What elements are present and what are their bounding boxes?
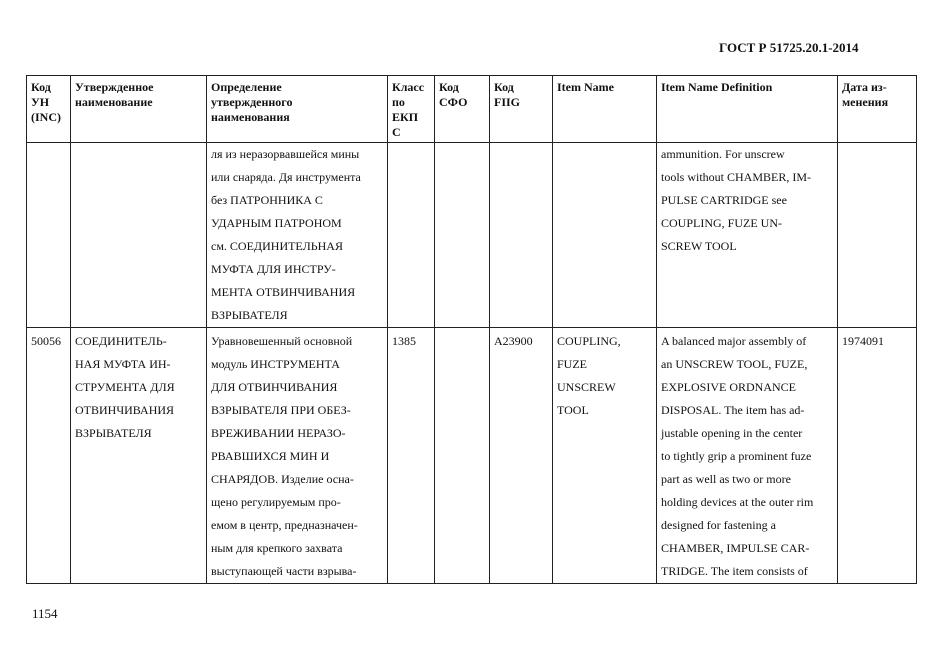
cell-text-line: holding devices at the outer rim xyxy=(661,495,814,509)
header-text-line: наименования xyxy=(211,110,290,124)
cell-item-name xyxy=(553,143,657,328)
cell-sfo-code xyxy=(435,328,490,584)
catalog-table xyxy=(26,75,917,584)
cell-text-line: см. СОЕДИНИТЕЛЬНАЯ xyxy=(211,239,343,253)
header-text-line: утвержденного xyxy=(211,95,293,109)
header-text-line: ЕКП xyxy=(392,110,419,124)
cell-item-name-definition xyxy=(657,328,838,584)
header-item-name xyxy=(553,76,657,143)
cell-text-line: 50056 xyxy=(31,334,61,348)
cell-text-line: 1974091 xyxy=(842,334,884,348)
header-text-line: по xyxy=(392,95,405,109)
cell-text-line: или снаряда. Дя инструмента xyxy=(211,170,361,184)
header-text-line: Код xyxy=(494,80,514,94)
table-row xyxy=(27,328,917,584)
cell-text-line: ВЗРЫВАТЕЛЯ ПРИ ОБЕЗ- xyxy=(211,403,351,417)
cell-text-line: ammunition. For unscrew xyxy=(661,147,785,161)
cell-class xyxy=(388,328,435,584)
cell-text-line: FUZE xyxy=(557,357,587,371)
header-fiig-code xyxy=(490,76,553,143)
header-item-name-definition xyxy=(657,76,838,143)
cell-text-line: МУФТА ДЛЯ ИНСТРУ- xyxy=(211,262,336,276)
cell-text-line: Уравновешенный основной xyxy=(211,334,353,348)
cell-text-line: ОТВИНЧИВАНИЯ xyxy=(75,403,175,417)
cell-item-name xyxy=(553,328,657,584)
header-text-line: FIIG xyxy=(494,95,521,109)
header-text-line: Определение xyxy=(211,80,282,94)
cell-item-name-definition xyxy=(657,143,838,328)
header-text-line: Item Name xyxy=(557,80,614,94)
cell-change-date xyxy=(838,143,917,328)
cell-text-line: РВАВШИХСЯ МИН И xyxy=(211,449,330,463)
header-inc-code xyxy=(27,76,71,143)
cell-approved-name xyxy=(71,143,207,328)
header-text-line: Код xyxy=(31,80,51,94)
cell-text-line: designed for fastening a xyxy=(661,518,776,532)
cell-fiig-code xyxy=(490,328,553,584)
cell-text-line: ным для крепкого захвата xyxy=(211,541,343,555)
cell-text-line: ДЛЯ ОТВИНЧИВАНИЯ xyxy=(211,380,338,394)
cell-text-line: COUPLING, xyxy=(557,334,621,348)
header-text-line: наименование xyxy=(75,95,153,109)
cell-text-line: МЕНТА ОТВИНЧИВАНИЯ xyxy=(211,285,356,299)
cell-text-line: TRIDGE. The item consists of xyxy=(661,564,808,578)
header-text-line: менения xyxy=(842,95,889,109)
cell-text-line: ля из неразорвавшейся мины xyxy=(211,147,360,161)
cell-text-line: выступающей части взрыва- xyxy=(211,564,357,578)
header-approved-name xyxy=(71,76,207,143)
cell-text-line: ВРЕЖИВАНИИ НЕРАЗО- xyxy=(211,426,346,440)
cell-sfo-code xyxy=(435,143,490,328)
cell-text-line: без ПАТРОННИКА С xyxy=(211,193,323,207)
cell-text-line: ВЗРЫВАТЕЛЯ xyxy=(75,426,152,440)
cell-text-line: НАЯ МУФТА ИН- xyxy=(75,357,171,371)
cell-text-line: DISPOSAL. The item has ad- xyxy=(661,403,805,417)
cell-text-line: A balanced major assembly of xyxy=(661,334,807,348)
cell-text-line: UNSCREW xyxy=(557,380,616,394)
header-text-line: Класс xyxy=(392,80,425,94)
header-text-line: Код xyxy=(439,80,459,94)
cell-name-definition xyxy=(207,328,388,584)
cell-text-line: СОЕДИНИТЕЛЬ- xyxy=(75,334,167,348)
cell-text-line: PULSE CARTRIDGE see xyxy=(661,193,787,207)
cell-text-line: an UNSCREW TOOL, FUZE, xyxy=(661,357,808,371)
header-text-line: УН xyxy=(31,95,50,109)
cell-text-line: justable opening in the center xyxy=(661,426,803,440)
cell-text-line: tools without CHAMBER, IM- xyxy=(661,170,812,184)
cell-text-line: щено регулируемым про- xyxy=(211,495,341,509)
cell-change-date xyxy=(838,328,917,584)
header-text-line: СФО xyxy=(439,95,468,109)
header-text-line: С xyxy=(392,125,401,139)
cell-text-line: TOOL xyxy=(557,403,589,417)
header-name-definition xyxy=(207,76,388,143)
header-text-line: Item Name Definition xyxy=(661,80,773,94)
cell-text-line: 1385 xyxy=(392,334,416,348)
cell-text-line: СТРУМЕНТА ДЛЯ xyxy=(75,380,175,394)
cell-text-line: part as well as two or more xyxy=(661,472,791,486)
cell-text-line: COUPLING, FUZE UN- xyxy=(661,216,782,230)
cell-text-line: модуль ИНСТРУМЕНТА xyxy=(211,357,340,371)
cell-inc-code xyxy=(27,143,71,328)
header-text-line: Утвержденное xyxy=(75,80,154,94)
header-text-line: (INC) xyxy=(31,110,61,124)
page-number: 1154 xyxy=(32,606,58,621)
cell-fiig-code xyxy=(490,143,553,328)
cell-text-line: CHAMBER, IMPULSE CAR- xyxy=(661,541,810,555)
document-code: ГОСТ Р 51725.20.1-2014 xyxy=(719,40,859,55)
cell-name-definition xyxy=(207,143,388,328)
cell-inc-code xyxy=(27,328,71,584)
cell-approved-name xyxy=(71,328,207,584)
header-text-line: Дата из- xyxy=(842,80,887,94)
cell-text-line: СНАРЯДОВ. Изделие осна- xyxy=(211,472,354,486)
table-row xyxy=(27,143,917,328)
cell-text-line: A23900 xyxy=(494,334,533,348)
cell-text-line: ВЗРЫВАТЕЛЯ xyxy=(211,308,288,322)
header-change-date xyxy=(838,76,917,143)
header-class xyxy=(388,76,435,143)
header-sfo-code xyxy=(435,76,490,143)
cell-text-line: УДАРНЫМ ПАТРОНОМ xyxy=(211,216,342,230)
cell-text-line: EXPLOSIVE ORDNANCE xyxy=(661,380,796,394)
cell-text-line: емом в центр, предназначен- xyxy=(211,518,358,532)
table-header-row xyxy=(27,76,917,143)
cell-text-line: SCREW TOOL xyxy=(661,239,737,253)
cell-class xyxy=(388,143,435,328)
cell-text-line: to tightly grip a prominent fuze xyxy=(661,449,812,463)
